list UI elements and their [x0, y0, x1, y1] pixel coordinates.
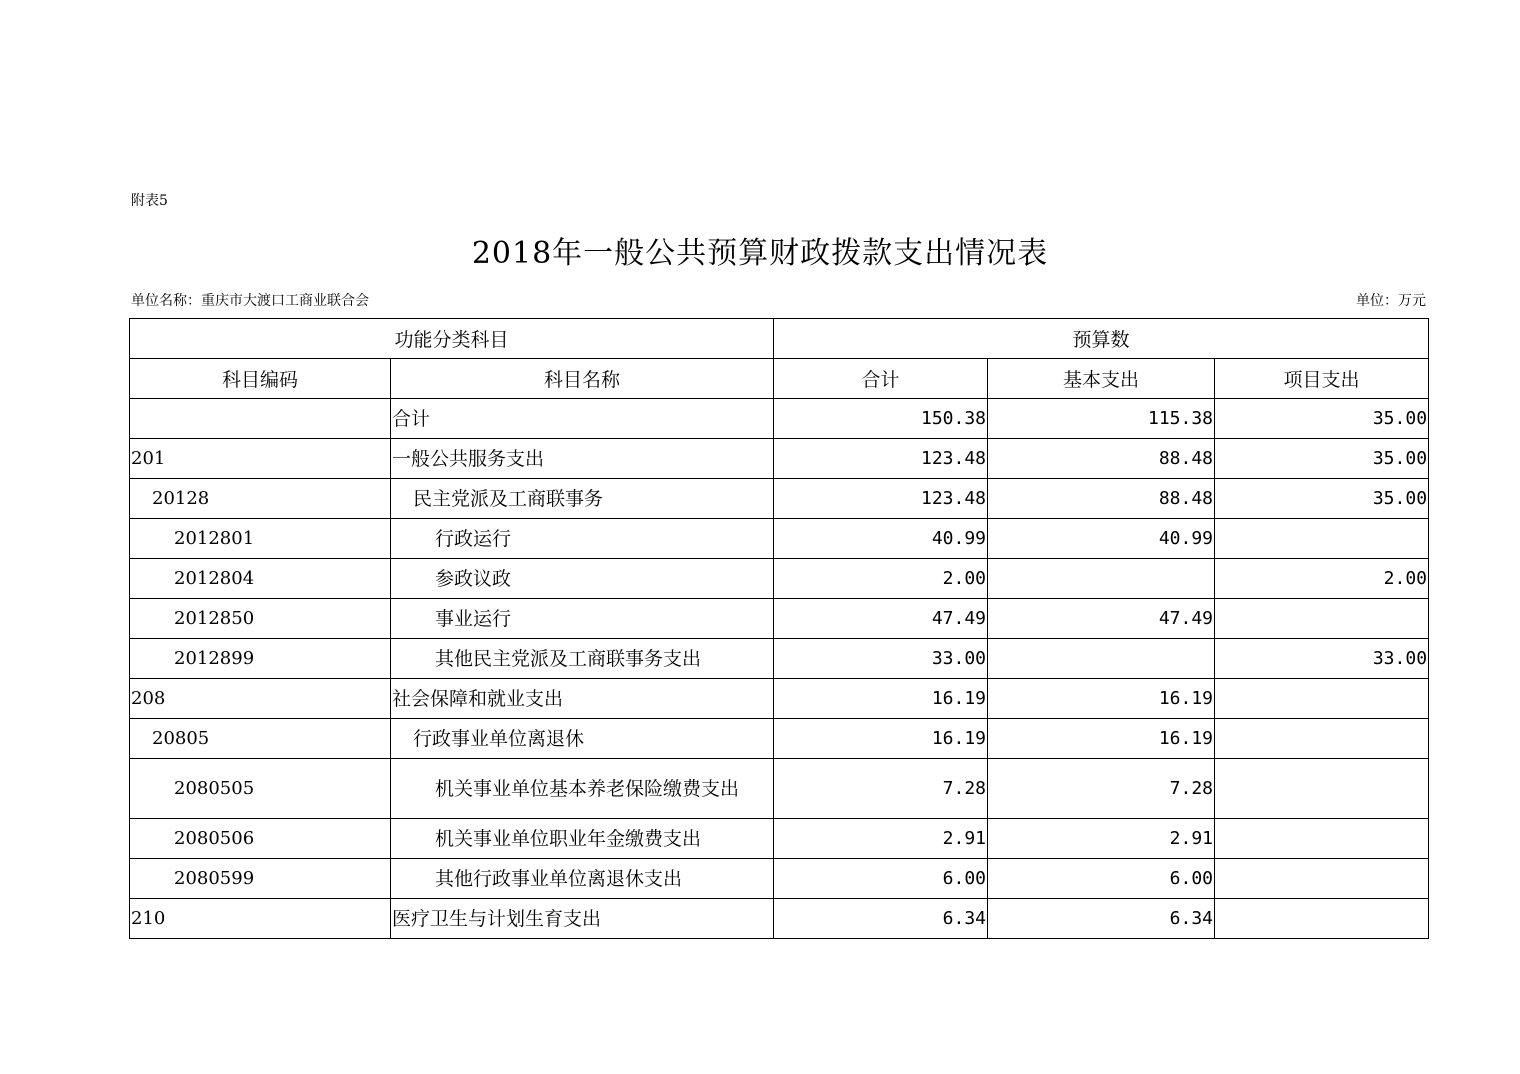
row-basic: 7.28 [988, 759, 1215, 819]
row-basic [988, 559, 1215, 599]
row-total: 16.19 [774, 679, 988, 719]
row-total: 47.49 [774, 599, 988, 639]
row-total: 123.48 [774, 439, 988, 479]
row-project [1215, 719, 1429, 759]
row-code: 208 [130, 679, 391, 719]
table-row [130, 639, 1429, 679]
row-project [1215, 859, 1429, 899]
row-project [1215, 899, 1429, 939]
row-basic: 16.19 [988, 719, 1215, 759]
header-project: 项目支出 [1215, 359, 1429, 399]
unit-label: 单位：万元 [1356, 293, 1426, 309]
row-basic: 2.91 [988, 819, 1215, 859]
row-project [1215, 599, 1429, 639]
row-basic: 6.34 [988, 899, 1215, 939]
row-name: 其他行政事业单位离退休支出 [391, 859, 774, 899]
row-code: 210 [130, 899, 391, 939]
header-code: 科目编码 [130, 359, 391, 399]
row-total: 7.28 [774, 759, 988, 819]
row-project [1215, 759, 1429, 819]
budget-table [129, 318, 1429, 939]
row-basic: 47.49 [988, 599, 1215, 639]
row-name: 机关事业单位职业年金缴费支出 [391, 819, 774, 859]
row-name: 参政议政 [391, 559, 774, 599]
table-row [130, 679, 1429, 719]
row-project [1215, 519, 1429, 559]
row-basic: 88.48 [988, 439, 1215, 479]
row-project: 33.00 [1215, 639, 1429, 679]
row-name: 行政事业单位离退休 [391, 719, 774, 759]
row-name: 行政运行 [391, 519, 774, 559]
row-total: 6.34 [774, 899, 988, 939]
table-row [130, 899, 1429, 939]
table-row [130, 819, 1429, 859]
row-code: 2080599 [130, 859, 391, 899]
row-project [1215, 819, 1429, 859]
row-code: 2012804 [130, 559, 391, 599]
header-basic: 基本支出 [988, 359, 1215, 399]
row-name: 社会保障和就业支出 [391, 679, 774, 719]
table-row [130, 859, 1429, 899]
row-total: 123.48 [774, 479, 988, 519]
row-name: 其他民主党派及工商联事务支出 [391, 639, 774, 679]
row-basic: 16.19 [988, 679, 1215, 719]
attachment-label: 附表5 [131, 193, 168, 209]
header-name: 科目名称 [391, 359, 774, 399]
row-basic: 40.99 [988, 519, 1215, 559]
unit-name: 单位名称：重庆市大渡口工商业联合会 [131, 293, 369, 309]
table-row [130, 559, 1429, 599]
row-project: 35.00 [1215, 399, 1429, 439]
row-basic: 88.48 [988, 479, 1215, 519]
header-total: 合计 [774, 359, 988, 399]
header-budget: 预算数 [774, 319, 1429, 359]
row-code: 2012899 [130, 639, 391, 679]
row-code: 201 [130, 439, 391, 479]
row-project [1215, 679, 1429, 719]
row-code [130, 399, 391, 439]
table-row [130, 519, 1429, 559]
row-name: 民主党派及工商联事务 [391, 479, 774, 519]
row-basic [988, 639, 1215, 679]
row-basic: 115.38 [988, 399, 1215, 439]
row-total: 150.38 [774, 399, 988, 439]
row-project: 35.00 [1215, 439, 1429, 479]
row-project: 35.00 [1215, 479, 1429, 519]
row-code: 2080505 [130, 759, 391, 819]
row-total: 16.19 [774, 719, 988, 759]
row-name: 机关事业单位基本养老保险缴费支出 [391, 759, 774, 819]
row-name: 医疗卫生与计划生育支出 [391, 899, 774, 939]
row-name: 一般公共服务支出 [391, 439, 774, 479]
row-name: 合计 [391, 399, 774, 439]
header-function-category: 功能分类科目 [130, 319, 774, 359]
header-row-group [130, 319, 1429, 359]
row-code: 2080506 [130, 819, 391, 859]
row-name: 事业运行 [391, 599, 774, 639]
header-row-columns [130, 359, 1429, 399]
table-row [130, 759, 1429, 819]
table-row [130, 479, 1429, 519]
row-total: 2.91 [774, 819, 988, 859]
row-code: 20805 [130, 719, 391, 759]
row-project: 2.00 [1215, 559, 1429, 599]
row-code: 2012801 [130, 519, 391, 559]
table-row [130, 399, 1429, 439]
row-total: 2.00 [774, 559, 988, 599]
row-total: 40.99 [774, 519, 988, 559]
row-total: 33.00 [774, 639, 988, 679]
table-row [130, 599, 1429, 639]
table-row [130, 719, 1429, 759]
row-code: 20128 [130, 479, 391, 519]
page-title: 2018年一般公共预算财政拨款支出情况表 [471, 236, 1049, 271]
row-basic: 6.00 [988, 859, 1215, 899]
row-total: 6.00 [774, 859, 988, 899]
row-code: 2012850 [130, 599, 391, 639]
table-row [130, 439, 1429, 479]
